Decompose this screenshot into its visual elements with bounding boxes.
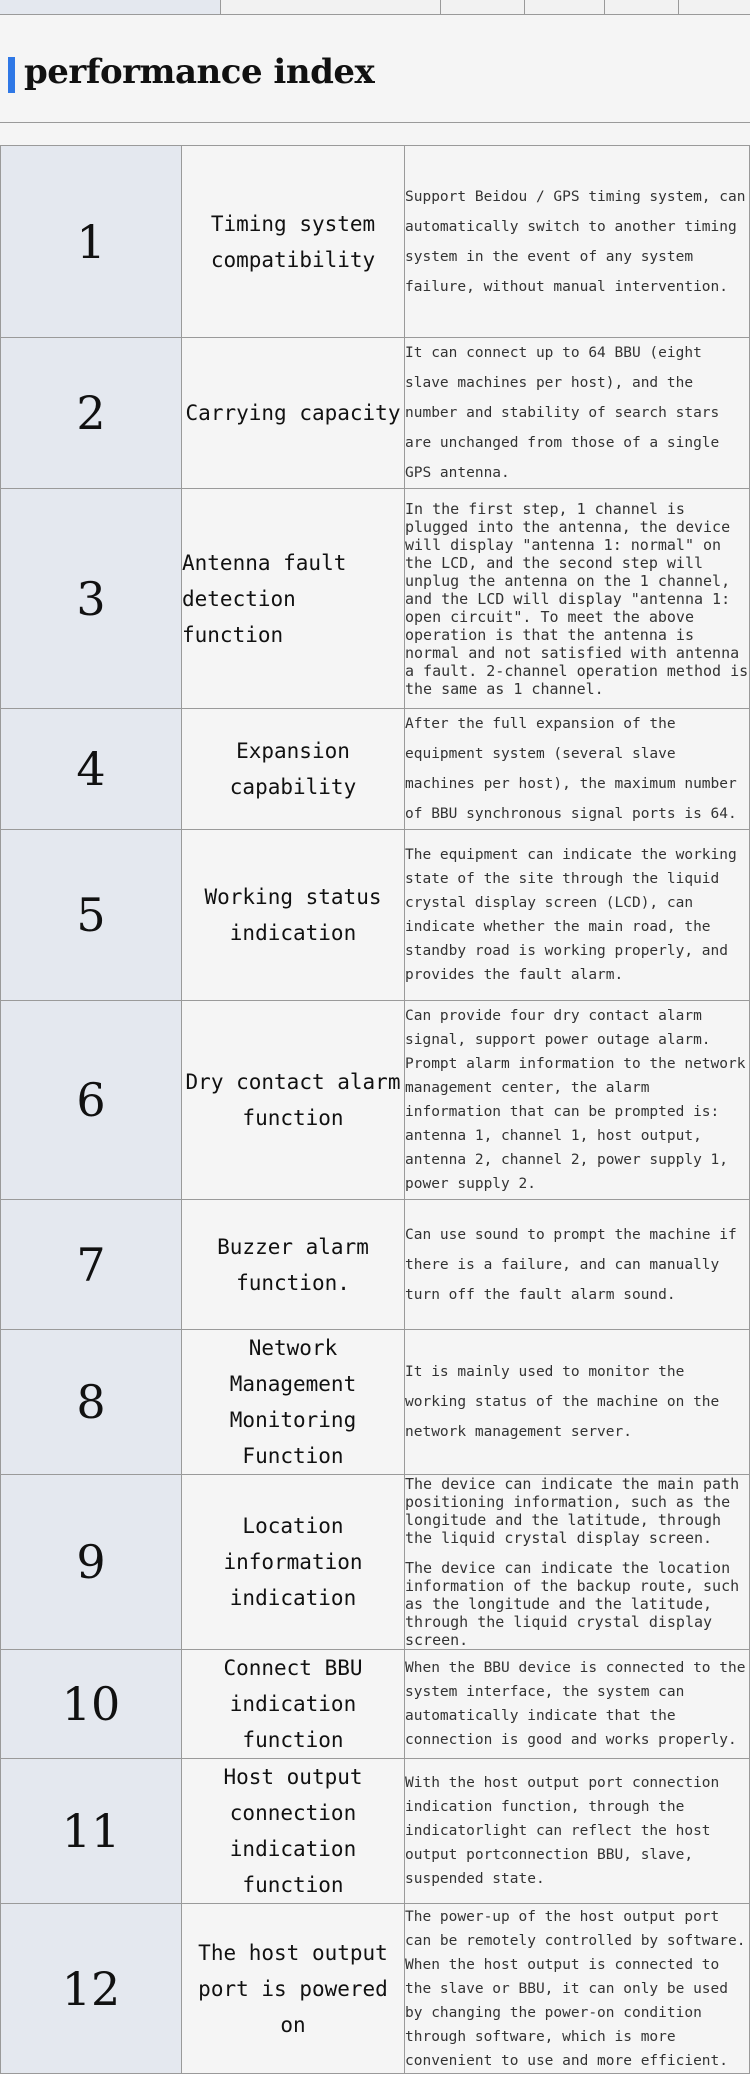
row-feature-name: Connect BBU indication function [182,1650,405,1759]
table-row [1,1330,750,1475]
row-feature-name: Carrying capacity [182,338,405,489]
row-number: 11 [1,1759,182,1904]
row-description [405,1759,750,1904]
table-row [1,1200,750,1330]
row-number: 8 [1,1330,182,1475]
top-strip-cell [678,0,750,14]
row-feature-name: Host output connection indication function [182,1759,405,1904]
row-feature-name: Buzzer alarm function. [182,1200,405,1330]
table-row [1,489,750,709]
section-header [0,50,750,100]
top-strip-cell [220,0,441,14]
description-text: The device can indicate the location information of the backup route, such as the longitude and the latitude, through the liquid crystal display screen. [405,1559,740,1649]
top-strip-cell [604,0,679,14]
row-number: 2 [1,338,182,489]
table-row [1,1001,750,1200]
top-strip-cell [524,0,605,14]
section-title: performance index [24,52,375,92]
table-row [1,709,750,830]
row-description [405,830,750,1001]
row-description [405,338,750,489]
row-number: 12 [1,1904,182,2074]
section-accent-bar [8,57,15,93]
row-description [405,1904,750,2074]
row-description [405,489,750,709]
table-row [1,830,750,1001]
description-text: It is mainly used to monitor the working status of the machine on the network management server. [405,1364,720,1440]
row-number: 7 [1,1200,182,1330]
description-text: The equipment can indicate the working state of the site through the liquid crystal display screen (LCD), can indicate whether the main road, the standby road is working properly, and provides the fault alarm. [405,847,737,983]
row-description [405,1475,750,1650]
row-number: 1 [1,146,182,338]
row-number: 6 [1,1001,182,1200]
row-description [405,1330,750,1475]
table-row [1,338,750,489]
performance-table [0,145,750,2074]
table-row [1,1904,750,2074]
description-text: With the host output port connection indication function, through the indicatorlight can reflect the host output portconnection BBU, slave, suspended state. [405,1775,720,1887]
table-row [1,146,750,338]
description-text: Can use sound to prompt the machine if there is a failure, and can manually turn off the fault alarm sound. [405,1226,737,1303]
top-table-strip [0,0,750,15]
top-strip-cell [0,0,220,14]
row-description [405,1650,750,1759]
row-number: 4 [1,709,182,830]
row-description [405,709,750,830]
row-description [405,1200,750,1330]
table-row [1,1650,750,1759]
top-strip-cell [440,0,525,14]
description-text: The device can indicate the main path positioning information, such as the longitude and the latitude, through the liquid crystal display screen. [405,1475,740,1547]
description-text: Can provide four dry contact alarm signal, support power outage alarm. Prompt alarm information to the network management center, the alarm information that can be prompted is: antenna 1, channel 1, host output, antenna 2, channel 2, power supply 1, power supply 2. [405,1008,746,1192]
row-feature-name: Dry contact alarm function [182,1001,405,1200]
description-text: The power-up of the host output port can be remotely controlled by software. When the host output is connected to the slave or BBU, it can only be used by changing the power-on condition through software, which is more convenient to use and more efficient. [405,1908,746,2069]
row-description [405,146,750,338]
description-text: Support Beidou / GPS timing system, can automatically switch to another timing system in the event of any system failure, without manual intervention. [405,188,746,295]
row-number: 9 [1,1475,182,1650]
description-text: In the first step, 1 channel is plugged into the antenna, the device will display "antenna 1: normal" on the LCD, and the second step will unplug the antenna on the 1 channel, and the LCD will display "antenna 1: open circuit". To meet the above operation is that the antenna is normal and not satisfied with antenna a fault. 2-channel operation method is the same as 1 channel. [405,499,749,698]
row-feature-name: Location information indication [182,1475,405,1650]
description-text: After the full expansion of the equipment system (several slave machines per host), the maximum number of BBU synchronous signal ports is 64. [405,716,737,822]
description-text: When the BBU device is connected to the system interface, the system can automatically indicate that the connection is good and works properly. [405,1660,746,1748]
section-divider [0,122,750,123]
row-number: 3 [1,489,182,709]
row-number: 10 [1,1650,182,1759]
row-feature-name: Timing system compatibility [182,146,405,338]
row-description [405,1001,750,1200]
row-number: 5 [1,830,182,1001]
row-feature-name: Expansion capability [182,709,405,830]
row-feature-name: Antenna fault detection function [182,489,405,709]
row-feature-name: Working status indication [182,830,405,1001]
row-feature-name: Network Management Monitoring Function [182,1330,405,1475]
row-feature-name: The host output port is powered on [182,1904,405,2074]
description-text: It can connect up to 64 BBU (eight slave machines per host), and the number and stability of search stars are unchanged from those of a single GPS antenna. [405,345,720,481]
table-row [1,1759,750,1904]
table-row [1,1475,750,1650]
